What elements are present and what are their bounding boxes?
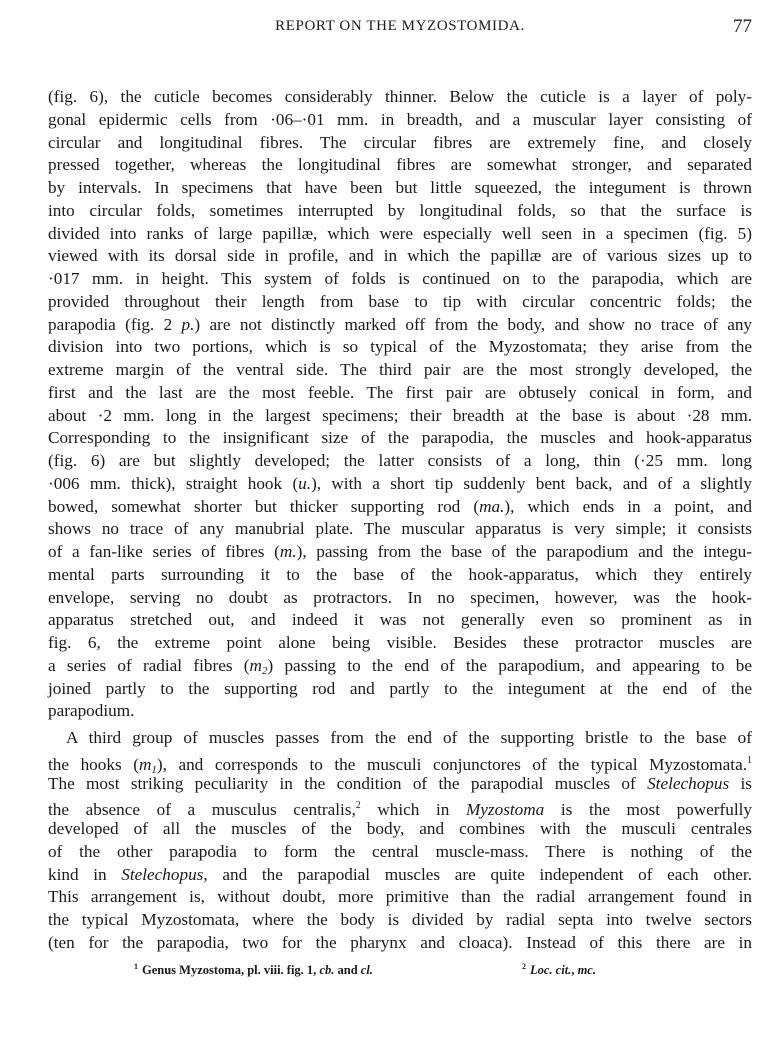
text-run: shows no trace of any manubrial plate. The muscular apparatus is very simple; it consists (48, 519, 752, 539)
text-line (48, 678, 752, 701)
text-line (48, 473, 752, 496)
text-run: into circular folds, sometimes interrupted by longitudinal folds, so that the surface is (48, 200, 752, 220)
text-run: ), passing from the base of the parapodium and the integu- (296, 542, 752, 561)
footnote-italic: cl. (360, 963, 373, 977)
text-run: A third group of muscles passes from the end of the supporting bristle to the base of (66, 728, 752, 747)
footnote-italic: mc. (577, 963, 596, 977)
text-run: ), which ends in a point, and (504, 496, 752, 516)
text-line (48, 291, 752, 314)
text-line (48, 864, 752, 887)
text-line (48, 200, 752, 223)
text-line (48, 86, 752, 109)
text-run: parapodium. (48, 701, 135, 721)
text-line (48, 609, 752, 632)
text-run: viewed with its dorsal side in profile, and in which the papillæ are of various sizes up to (48, 246, 752, 266)
text-line (48, 359, 752, 382)
footnote-ref: 2 (355, 800, 361, 812)
italic-text: ma. (479, 496, 505, 516)
text-run: parapodia (fig. 2 (48, 314, 182, 334)
text-line (48, 700, 752, 723)
italic-text: m (249, 655, 262, 675)
text-line (48, 245, 752, 268)
text-line (48, 518, 752, 541)
text-run: joined partly to the supporting rod and partly to the integument at the end of the (48, 678, 752, 698)
text-line (48, 450, 752, 473)
text-run: which in (360, 800, 466, 820)
text-run: about ·2 mm. long in the largest specimens; their breadth at the base is about ·28 mm. (48, 405, 752, 425)
text-run: mental parts surrounding it to the base of the hook-apparatus, which they entirely (48, 564, 752, 584)
text-line (48, 177, 752, 200)
text-run: ), with a short tip suddenly bent back, and of a slightly (311, 473, 752, 493)
text-line (48, 314, 752, 337)
text-run: ) passing to the end of the parapodium, and appearing to be (267, 655, 753, 675)
text-line (48, 909, 752, 932)
text-run: Corresponding to the insignificant size of the parapodia, the muscles and hook-apparatus (48, 428, 752, 448)
footnote-mark: 1 (134, 962, 138, 971)
text-line (48, 223, 752, 246)
text-run: by intervals. In specimens that have been but little squeezed, the integument is thrown (48, 178, 752, 197)
text-run: This arrangement is, without doubt, more primitive than the radial arrangement found in (48, 887, 752, 907)
footnote-text: , (571, 963, 578, 977)
italic-text: p. (181, 314, 195, 334)
text-run: of a fan-like series of fibres ( (48, 542, 280, 561)
italic-text: Stelechopus (647, 773, 730, 793)
text-run: pressed together, whereas the longitudinal fibres are somewhat stronger, and separated (48, 155, 752, 175)
text-run: fig. 6, the extreme point alone being visible. Besides these protractor muscles are (48, 633, 752, 652)
text-run: provided throughout their length from base to tip with circular concentric folds; the (48, 291, 752, 311)
text-run: apparatus stretched out, and indeed it was not generally even so prominent as in (48, 610, 752, 630)
text-run: , and the parapodial muscles are quite independent of each other. (203, 864, 752, 884)
text-line (48, 109, 752, 132)
italic-text: u. (298, 473, 312, 493)
subscript: 2 (261, 664, 268, 677)
text-run: envelope, serving no doubt as protractors. In no specimen, however, was the hook- (48, 587, 752, 607)
footnote-text: Genus Myzostoma, pl. viii. fig. 1, (142, 963, 320, 977)
text-line (48, 132, 752, 155)
text-run: (fig. 6) are but slightly developed; the latter consists of a long, thin (·25 mm. long (48, 451, 752, 470)
running-title: REPORT ON THE MYZOSTOMIDA. (275, 18, 525, 34)
text-run: the hooks ( (48, 754, 139, 774)
italic-text: m (138, 754, 152, 774)
text-line (48, 496, 752, 519)
page-header (48, 16, 752, 40)
footnote-italic: cb. (319, 963, 335, 977)
text-line (48, 841, 752, 864)
text-run: (ten for the parapodia, two for the pharynx and cloaca). Instead of this there are in (48, 932, 752, 952)
text-run: bowed, somewhat shorter but thicker supporting rod ( (48, 496, 480, 516)
text-run: circular and longitudinal fibres. The circular fibres are extremely fine, and closely (48, 132, 752, 152)
footnote-text: and (334, 963, 361, 977)
text-run: is (729, 773, 752, 793)
text-line (48, 336, 752, 359)
text-run: first and the last are the most feeble. The first pair are obtusely conical in form, and (48, 382, 752, 402)
footnote-italic: Loc. cit. (530, 963, 572, 977)
text-run: of the other parapodia to form the central muscle-mass. There is nothing of the (48, 841, 752, 861)
text-line (48, 632, 752, 655)
text-run: gonal epidermic cells from ·06–·01 mm. in breadth, and a muscular layer consisting of (48, 109, 752, 129)
text-run: kind in (48, 864, 122, 884)
text-line (48, 932, 752, 955)
text-line (48, 886, 752, 909)
footnote-2 (522, 962, 596, 978)
footnote-1 (134, 962, 373, 978)
text-run: division into two portions, which is so typical of the Myzostomata; they arise from the (48, 337, 752, 357)
text-run: The most striking peculiarity in the condition of the parapodial muscles of (48, 773, 648, 793)
text-run: ·017 mm. in height. This system of folds is continued on to the parapodia, which are (48, 269, 752, 288)
footnote-mark: 2 (522, 962, 526, 971)
text-line (48, 587, 752, 610)
text-line (48, 427, 752, 450)
text-line (48, 564, 752, 587)
text-run: developed of all the muscles of the body, and combines with the musculi centrales (48, 819, 752, 838)
paragraph (48, 86, 752, 723)
text-line (48, 795, 752, 818)
text-line (48, 268, 752, 291)
text-run: ) are not distinctly marked off from the body, and show no trace of any (194, 314, 753, 334)
italic-text: Stelechopus (121, 864, 204, 884)
text-run: the absence of a musculus centralis, (48, 800, 356, 820)
body-text (48, 86, 752, 955)
page-number: 77 (733, 16, 752, 37)
text-run: the typical Myzostomata, where the body is divided by radial septa into twelve sectors (48, 910, 752, 929)
italic-text: Myzostoma (465, 800, 545, 820)
text-line (48, 773, 752, 796)
text-line (48, 818, 752, 841)
text-run: (fig. 6), the cuticle becomes considerably thinner. Below the cuticle is a layer of poly- (48, 87, 752, 106)
text-line (48, 727, 752, 750)
text-run: a series of radial fibres ( (48, 655, 250, 675)
text-run: extreme margin of the ventral side. The third pair are the most strongly developed, the (48, 360, 752, 379)
text-run: divided into ranks of large papillæ, which were especially well seen in a specimen (fig. 5) (48, 223, 752, 243)
text-line (48, 154, 752, 177)
text-line (48, 655, 752, 678)
subscript: 1 (151, 763, 157, 776)
text-line (48, 405, 752, 428)
text-run: ·006 mm. thick), straight hook ( (48, 473, 299, 493)
text-run: is the most powerfully (544, 800, 752, 820)
italic-text: m. (279, 542, 297, 561)
text-run: ), and corresponds to the musculi conjunctores of the typical Myzostomata. (156, 754, 747, 774)
paragraph (48, 727, 752, 955)
text-line (48, 750, 752, 776)
text-line (48, 382, 752, 405)
footnote-ref: 1 (747, 754, 752, 766)
text-line (48, 541, 752, 564)
